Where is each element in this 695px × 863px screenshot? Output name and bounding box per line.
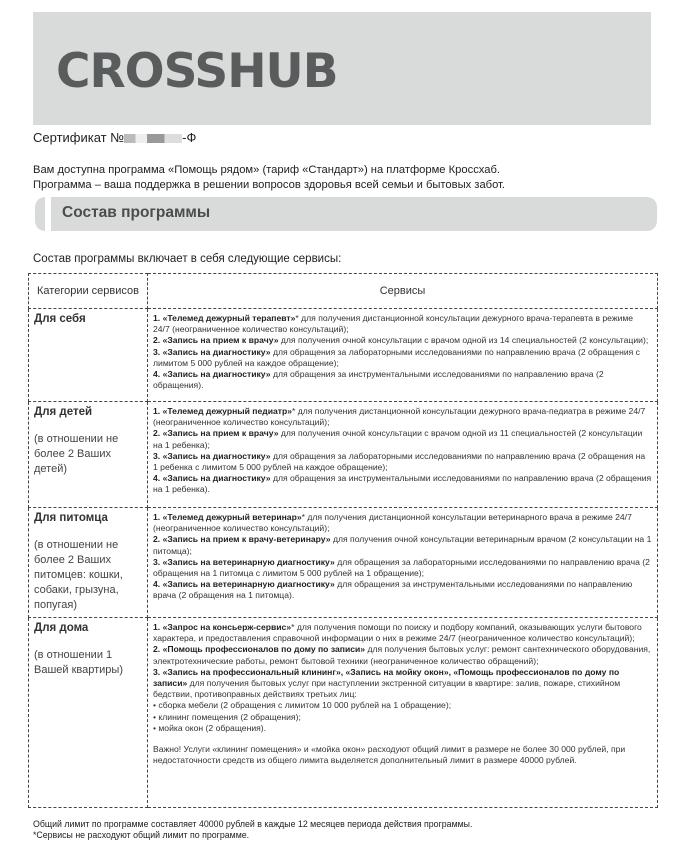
section-accent xyxy=(45,197,51,231)
service-item xyxy=(153,473,652,495)
service-description: для обращения за инструментальными исследованиями по направлению врача (2 обращения на 1 питомца). xyxy=(153,579,633,601)
service-number: 2. xyxy=(153,644,163,655)
service-item xyxy=(153,667,652,701)
services-cell xyxy=(148,309,658,402)
certificate-prefix: Сертификат № xyxy=(33,130,125,145)
service-number: 1. xyxy=(153,313,163,323)
service-description: для обращения за инструментальными исследованиями по направлению врача (2 обращения на 1 ребенка). xyxy=(153,473,652,495)
service-item xyxy=(153,534,652,556)
service-name: «Запись на профессиональный клининг», «Запись на мойку окон», «Помощь профессионалов по дому по записи» xyxy=(153,666,620,689)
category-cell xyxy=(29,402,148,508)
service-item xyxy=(153,579,652,601)
category-name: Для себя xyxy=(34,313,86,325)
table-row xyxy=(29,402,658,508)
service-description: для получения очной консультации с врачом одной из 11 специальностей (2 консультации на 1 ребенка); xyxy=(153,428,643,450)
service-number: 4. xyxy=(153,473,163,484)
header-categories: Категории сервисов xyxy=(29,274,148,309)
footer-notes xyxy=(33,819,472,841)
service-item xyxy=(153,557,652,579)
category-cell xyxy=(29,618,148,808)
category-note: (в отношении 1 Вашей квартиры) xyxy=(34,649,123,676)
category-note: (в отношении не более 2 Ваших детей) xyxy=(34,433,119,475)
service-item xyxy=(153,451,652,473)
service-item xyxy=(153,644,652,666)
service-name: «Запись на диагностику» xyxy=(162,473,271,484)
certificate-number xyxy=(33,130,196,145)
table-row xyxy=(29,618,658,808)
table-header-row xyxy=(29,274,658,309)
service-number: 3. xyxy=(153,666,163,677)
table-row xyxy=(29,309,658,402)
service-name: «Запись на диагностику» xyxy=(162,346,271,357)
crosshub-logo: CROSSHUB xyxy=(56,44,338,99)
service-number: 2. xyxy=(153,428,163,439)
service-item xyxy=(153,428,652,450)
service-name: «Запись на диагностику» xyxy=(162,369,271,380)
service-item xyxy=(153,406,652,428)
header-services: Сервисы xyxy=(148,274,658,309)
service-bullet: • мойка окон (2 обращения). xyxy=(153,722,267,733)
service-name: «Запись на ветеринарную диагностику» xyxy=(162,556,335,567)
service-number: 1. xyxy=(153,512,163,522)
service-name: «Телемед дежурный ветеринар» xyxy=(162,512,302,522)
lead-text: Состав программы включает в себя следующие сервисы: xyxy=(33,253,342,265)
service-item xyxy=(153,347,652,369)
intro-text xyxy=(33,163,505,193)
limit-warning: Важно! Услуги «клининг помещения» и «мойка окон» расходуют общий лимит в размере не более 30 000 рублей, при недостаточности средств из общего лимита выделяется дополнительный лимит в размере 40000 рублей. xyxy=(153,744,626,766)
service-name: «Помощь профессионалов по дому по записи» xyxy=(162,644,366,655)
service-description: для получения бытовых услуг при наступлении экстренной ситуации в квартире: залив, пожаре, стихийном бедствии, противоправных действиях третьих лиц: xyxy=(153,678,621,700)
services-cell xyxy=(148,402,658,508)
service-description: для обращения за лабораторными исследованиями по направлению врача (2 обращения на 1 ребенка с лимитом 5 000 рублей на каждое обращение); xyxy=(153,450,646,473)
service-item xyxy=(153,335,652,346)
service-bullet: • клининг помещения (2 обращения); xyxy=(153,711,301,722)
service-number: 4. xyxy=(153,579,163,590)
category-note: (в отношении не более 2 Ваших питомцев: кошки, собаки, грызуна, попугая) xyxy=(34,539,123,611)
service-name: «Телемед дежурный педиатр» xyxy=(162,406,292,416)
service-name: «Запись на прием к врачу» xyxy=(162,335,279,346)
services-table xyxy=(28,273,658,808)
service-name: «Запрос на консьерж-сервис» xyxy=(162,622,292,632)
service-name: «Запись на ветеринарную диагностику» xyxy=(162,579,335,590)
service-description: * для получения помощи по поиску и подбору компаний, оказывающих услуги бытового характера, и предоставления справочной информации о них в режиме 24/7 (неограниченное количество консультаций); xyxy=(153,622,642,644)
service-name: «Телемед дежурный терапевт» xyxy=(162,313,296,323)
category-name: Для питомца xyxy=(34,512,108,524)
service-description: для получения очной консультации ветеринарным врачом (2 консультации на 1 питомца); xyxy=(153,534,652,556)
section-title: Состав программы xyxy=(62,204,211,221)
category-name: Для детей xyxy=(34,406,93,418)
service-bullet: • сборка мебели (2 обращения с лимитом 10 000 рублей на 1 обращение); xyxy=(153,700,452,711)
service-description: * для получения дистанционной консультации ветеринарного врача в режиме 24/7 (неограниченное количество консультаций); xyxy=(153,512,632,534)
service-description: * для получения дистанционной консультации дежурного врача-педиатра в режиме 24/7 (неограниченное количество консультаций); xyxy=(153,406,646,428)
service-item xyxy=(153,369,652,391)
service-name: «Запись на прием к врачу-ветеринару» xyxy=(162,534,331,545)
service-item xyxy=(153,622,652,644)
redacted-number xyxy=(124,134,182,143)
service-number: 2. xyxy=(153,335,163,346)
service-item xyxy=(153,512,652,534)
category-cell xyxy=(29,508,148,618)
service-description: * для получения дистанционной консультации дежурного врача-терапевта в режиме 24/7 (неограниченное количество консультаций); xyxy=(153,313,634,335)
category-name: Для дома xyxy=(34,622,89,634)
service-description: для обращения за лабораторными исследованиями по направлению врача (2 обращения на 1 питомца с лимитом 5 000 рублей на 1 обращение); xyxy=(153,556,650,579)
footer-line: Общий лимит по программе составляет 40000 рублей в каждые 12 месяцев периода действия программы. xyxy=(33,819,473,829)
service-number: 2. xyxy=(153,534,163,545)
service-number: 1. xyxy=(153,622,163,632)
intro-line: Вам доступна программа «Помощь рядом» (тариф «Стандарт») на платформе Кроссхаб. xyxy=(33,164,500,176)
certificate-suffix: -Ф xyxy=(182,130,197,145)
table-row xyxy=(29,508,658,618)
service-description: для обращения за инструментальными исследованиями по направлению врача (2 обращения). xyxy=(153,369,604,391)
service-name: «Запись на диагностику» xyxy=(162,450,271,461)
services-cell xyxy=(148,618,658,808)
service-number: 4. xyxy=(153,369,163,380)
service-description: для обращения за лабораторными исследованиями по направлению врача (2 обращения с лимитом 5 000 рублей на каждое обращение); xyxy=(153,346,640,368)
service-number: 3. xyxy=(153,346,163,357)
service-description: для получения бытовых услуг: ремонт сантехнического оборудования, электротехнические работы, ремонт бытовой техники (неограниченное количество обращений); xyxy=(153,644,651,666)
service-number: 1. xyxy=(153,406,163,416)
service-name: «Запись на прием к врачу» xyxy=(162,428,279,439)
services-cell xyxy=(148,508,658,618)
service-number: 3. xyxy=(153,450,163,461)
section-header xyxy=(35,197,657,231)
service-item xyxy=(153,313,652,335)
footer-line: *Сервисы не расходуют общий лимит по программе. xyxy=(33,830,250,840)
service-description: для получения очной консультации с врачом одной из 14 специальностей (2 консультации); xyxy=(278,335,649,346)
category-cell xyxy=(29,309,148,402)
service-number: 3. xyxy=(153,556,163,567)
intro-line: Программа – ваша поддержка в решении вопросов здоровья всей семьи и бытовых забот. xyxy=(33,179,506,191)
